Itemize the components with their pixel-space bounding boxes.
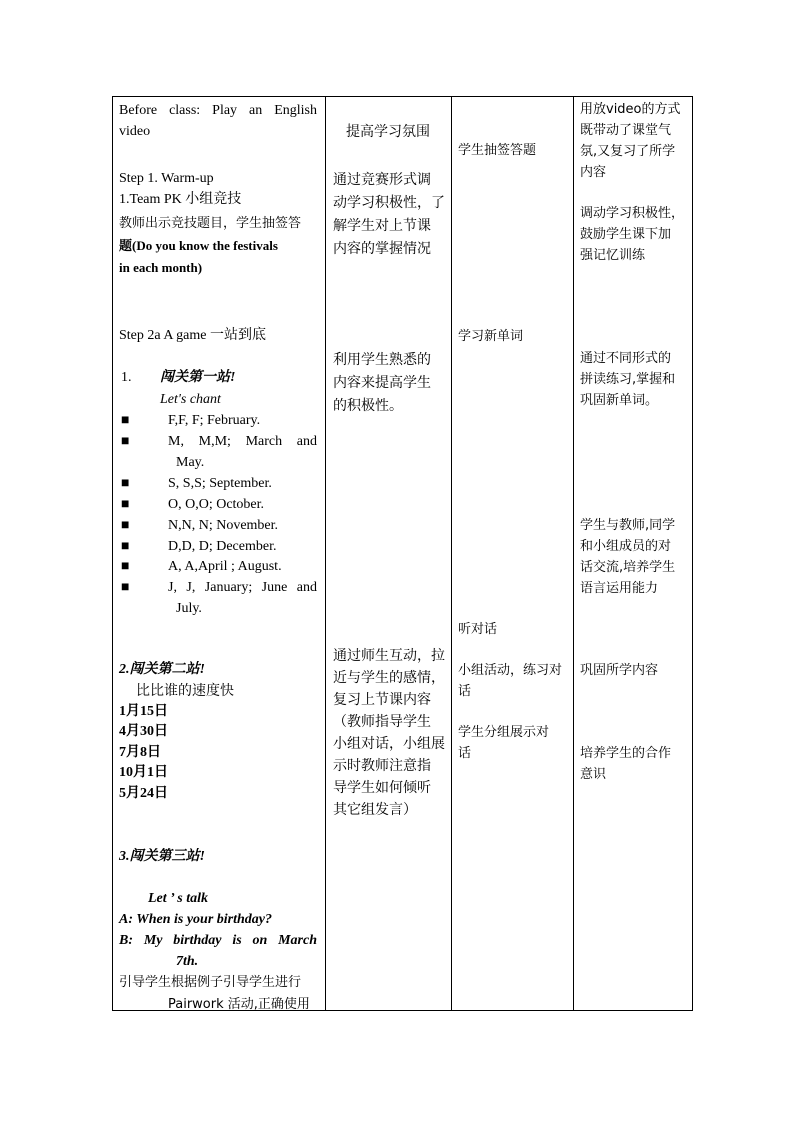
chant-line: N,N, N; November. — [168, 518, 279, 533]
rationale-text: 意识 — [580, 767, 607, 782]
step1-description: 题(Do you know the festivals — [119, 238, 278, 253]
rationale-text: 话交流,培养学生 — [580, 560, 676, 575]
chant-line: D,D, D; December. — [168, 539, 277, 554]
chant-line: S, S,S; September. — [168, 476, 272, 491]
intent-text: 利用学生熟悉的 — [333, 352, 431, 368]
intent-text: 导学生如何倾听 — [333, 780, 431, 796]
stage1-title: 闯关第一站! — [160, 370, 236, 385]
intent-text: 提高学习氛围 — [346, 124, 430, 140]
column-divider — [325, 97, 326, 1010]
chant-line: F,F, F; February. — [168, 413, 261, 428]
column-divider — [573, 97, 574, 1010]
step1-title: Step 1. Warm-up — [119, 171, 214, 186]
intent-text: 解学生对上节课 — [333, 218, 431, 234]
intent-text: （教师指导学生 — [333, 714, 431, 730]
chant-line: May. — [176, 455, 205, 470]
activity-text: 学生分组展示对 — [458, 725, 550, 740]
rationale-text: 学生与教师,同学 — [580, 518, 676, 533]
intent-text: 小组对话，小组展 — [333, 736, 445, 752]
rationale-text: 通过不同形式的 — [580, 351, 672, 366]
intent-text: 复习上节课内容 — [333, 692, 431, 708]
intent-text: 通过师生互动，拉 — [333, 648, 445, 664]
rationale-text: 巩固新单词。 — [580, 393, 659, 408]
rationale-text: 语言运用能力 — [580, 581, 659, 596]
stage1-number: 1. — [121, 370, 132, 385]
lets-chant-heading: Let's chant — [160, 392, 221, 407]
rationale-text: 氛,又复习了所学 — [580, 144, 676, 159]
list-item: 7月8日 — [119, 745, 161, 760]
dialogue-line-a: A: When is your birthday? — [119, 912, 272, 927]
step1-subtitle: 1.Team PK 小组竞技 — [119, 192, 242, 207]
dialogue-line-b: 7th. — [176, 954, 199, 969]
bullet-icon: ■ — [121, 434, 130, 449]
chant-line: A, A,April ; August. — [168, 559, 282, 574]
rationale-text: 培养学生的合作 — [580, 746, 672, 761]
activity-text: 话 — [458, 684, 472, 699]
step1-description: in each month) — [119, 260, 203, 275]
rationale-text: 调动学习积极性， — [580, 206, 685, 221]
bullet-icon: ■ — [121, 413, 130, 428]
before-class-line: video — [119, 124, 151, 139]
bullet-icon: ■ — [121, 518, 130, 533]
lets-talk-heading: Let ’ s talk — [148, 891, 209, 906]
rationale-text: 内容 — [580, 165, 607, 180]
before-class-line: Before class: Play an English — [119, 103, 317, 118]
chant-line: O, O,O; October. — [168, 497, 265, 512]
list-item: 10月1日 — [119, 765, 168, 780]
step2-title: Step 2a A game 一站到底 — [119, 328, 266, 343]
intent-text: 近与学生的感情， — [333, 670, 445, 686]
intent-text: 其它组发言） — [333, 802, 417, 818]
activity-text: 话 — [458, 746, 472, 761]
activity-text: 听对话 — [458, 622, 498, 637]
guide-text: Pairwork 活动,正确使用 — [168, 997, 310, 1012]
rationale-text: 拼读练习,掌握和 — [580, 372, 676, 387]
list-item: 4月30日 — [119, 724, 168, 739]
bullet-icon: ■ — [121, 497, 130, 512]
list-item: 1月15日 — [119, 704, 168, 719]
guide-text: 引导学生根据例子引导学生进行 — [119, 975, 302, 990]
chant-line: M, M,M; March and — [168, 434, 317, 449]
chant-line: July. — [176, 601, 202, 616]
activity-text: 学习新单词 — [458, 329, 524, 344]
stage2-subtitle: 比比谁的速度快 — [136, 683, 234, 699]
bullet-icon: ■ — [121, 580, 130, 595]
rationale-text: 用放video的方式 — [580, 102, 681, 117]
activity-text: 小组活动，练习对 — [458, 663, 563, 678]
intent-text: 动学习积极性，了 — [333, 195, 445, 211]
stage2-title: 2.闯关第二站! — [119, 662, 205, 677]
intent-text: 通过竞赛形式调 — [333, 172, 431, 188]
rationale-text: 巩固所学内容 — [580, 663, 659, 678]
bullet-icon: ■ — [121, 476, 130, 491]
intent-text: 的积极性。 — [333, 398, 403, 414]
list-item: 5月24日 — [119, 786, 168, 801]
bullet-icon: ■ — [121, 539, 130, 554]
intent-text: 内容来提高学生 — [333, 375, 431, 391]
rationale-text: 鼓励学生课下加 — [580, 227, 672, 242]
intent-text: 内容的掌握情况 — [333, 241, 431, 257]
activity-text: 学生抽签答题 — [458, 143, 537, 158]
rationale-text: 强记忆训练 — [580, 248, 646, 263]
stage3-title: 3.闯关第三站! — [119, 849, 205, 864]
rationale-text: 既带动了课堂气 — [580, 123, 672, 138]
step1-description: 教师出示竞技题目，学生抽签答 — [119, 216, 302, 231]
dialogue-line-b: B: My birthday is on March — [119, 933, 317, 948]
rationale-text: 和小组成员的对 — [580, 539, 672, 554]
bullet-icon: ■ — [121, 559, 130, 574]
column-divider — [451, 97, 452, 1010]
chant-line: J, J, January; June and — [168, 580, 317, 595]
intent-text: 示时教师注意指 — [333, 758, 431, 774]
